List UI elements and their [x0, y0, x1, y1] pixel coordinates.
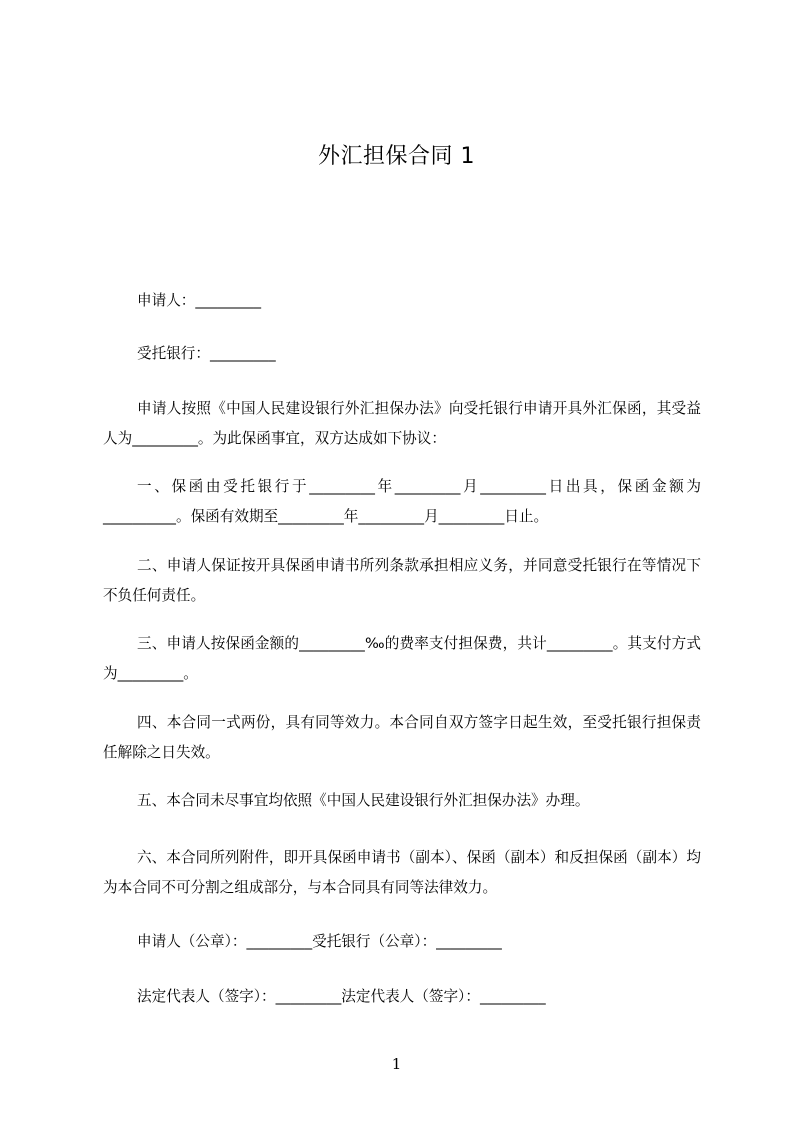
paragraph-clause-3: 三、申请人按保函金额的_________‰的费率支付担保费，共计_________。其支付方式为_________。: [103, 635, 701, 682]
bank-line: 受托银行：_________: [137, 345, 276, 362]
paragraph-intro: 申请人按照《中国人民建设银行外汇担保办法》向受托银行申请开具外汇保函，其受益人为_________。为此保函事宜，双方达成如下协议：: [103, 400, 701, 447]
paragraph-clause-2: 二、申请人保证按开具保函申请书所列条款承担相应义务，并同意受托银行在等情况下不负任何责任。: [103, 557, 701, 604]
paragraph-clause-4: 四、本合同一式两份，具有同等效力。本合同自双方签字日起生效，至受托银行担保责任解除之日失效。: [103, 714, 701, 761]
page-number: 1: [391, 1055, 402, 1073]
applicant-line: 申请人：_________: [137, 292, 262, 309]
document-title: 外汇担保合同 1: [318, 144, 475, 169]
paragraph-clause-5: 五、本合同未尽事宜均依照《中国人民建设银行外汇担保办法》办理。: [137, 792, 590, 809]
paragraph-clause-6: 六、本合同所列附件，即开具保函申请书（副本）、保函（副本）和反担保函（副本）均为本合同不可分割之组成部分，与本合同具有同等法律效力。: [103, 849, 701, 896]
paragraph-clause-1: 一、保函由受托银行于_________年_________月_________日出具，保函金额为__________。保函有效期至_________年_________月_________日止。: [103, 478, 701, 525]
seal-line: 申请人（公章）：_________受托银行（公章）：_________: [137, 933, 502, 950]
signature-line: 法定代表人（签字）：_________法定代表人（签字）：_________: [137, 988, 546, 1005]
